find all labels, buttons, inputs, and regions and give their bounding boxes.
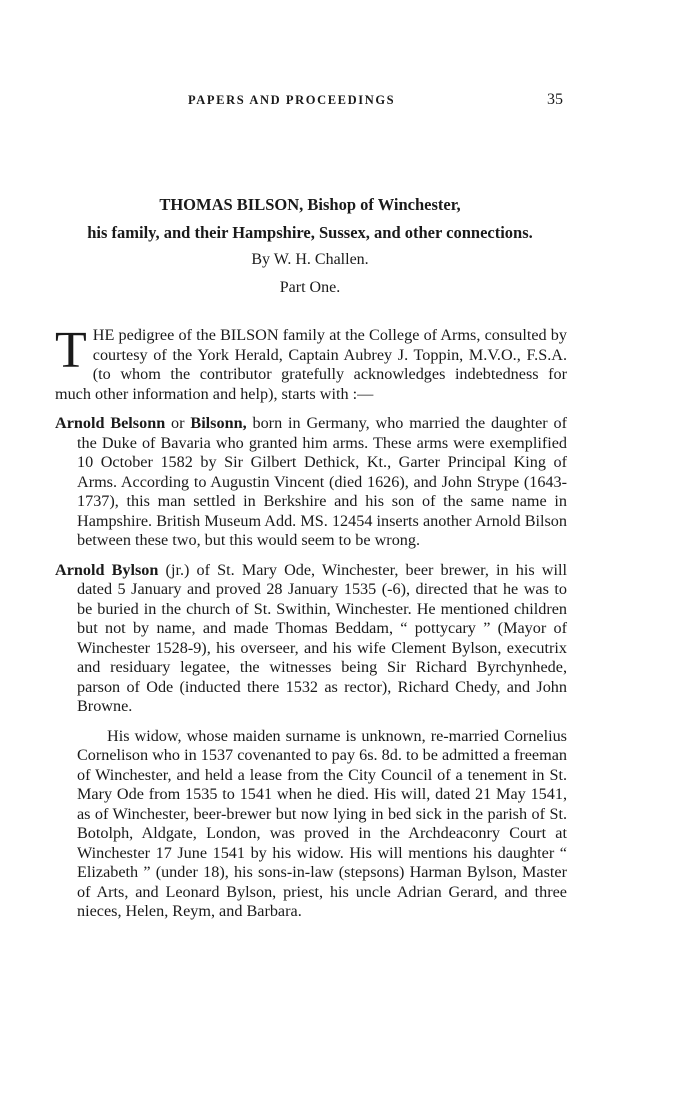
- entry-name: Arnold Belsonn: [55, 414, 166, 432]
- page-number: 35: [547, 91, 563, 108]
- author-byline: By W. H. Challen.: [251, 251, 369, 268]
- genealogy-entry: [55, 561, 567, 717]
- part-heading: Part One.: [279, 279, 341, 296]
- entry-connector: or: [165, 414, 191, 432]
- intro-paragraph: [55, 322, 567, 404]
- widow-paragraph: His widow, whose maiden surname is unknown, re-married Cornelius Cornelison who in 1537 covenanted to pay 6s. 8d. to be admitted a freeman of Winchester, and held a lease from the City Council of a tenement in St. Mary Ode from 1535 to 1541 when he died. His will, dated 21 May 1541, as of Winchester, beer-brewer but now lying in bed sick in the parish of St. Botolph, Aldgate, London, was proved in the Archdeaconry Court at Winchester 17 June 1541 by his widow. His will mentions his daughter “ Elizabeth ” (under 18), his sons-in-law (stepsons) Harman Bylson, Master of Arts, and Leonard Bylson, priest, his uncle Adrian Gerard, and three nieces, Helen, Reym, and Barbara.: [77, 726, 567, 920]
- entry-text: born in Germany, who married the daughter of the Duke of Bavaria who granted him arms. These arms were exemplified 10 October 1582 by Sir Gilbert Dethick, Kt., Garter Principal King of Arms. According to Augustin Vincent (died 1626), and John Strype (1643-1737), this man settled in Berkshire and his son of the same name in Hampshire. British Museum Add. MS. 12454 inserts another Arnold Bilson between these two, but this would seem to be wrong.: [77, 414, 568, 549]
- article-body: [55, 322, 568, 922]
- drop-cap: T: [55, 322, 87, 379]
- entry-name: Arnold Bylson: [55, 560, 159, 579]
- entry-text: (jr.) of St. Mary Ode, Winchester, beer brewer, in his will dated 5 January and proved 28 January 1535 (-6), directed that he was to be buried in the church of St. Swithin, Winchester. He mentioned children but not by name, and made Thomas Beddam, “ pottycary ” (Mayor of Winchester 1528-9), his overseer, and his wife Clement Bylson, executrix and residuary legatee, the witnesses being Sir Richard Byrchynhede, parson of Ode (inducted there 1532 as rector), Richard Chedy, and John Browne.: [77, 560, 567, 715]
- entry-alt-name: Bilsonn,: [190, 414, 247, 432]
- genealogy-entry: [55, 414, 567, 551]
- article-title-block: [55, 192, 565, 300]
- running-head: PAPERS AND PROCEEDINGS: [188, 93, 396, 107]
- page-header: [0, 93, 673, 113]
- article-title: THOMAS BILSON, Bishop of Winchester,: [159, 195, 461, 214]
- article-subtitle: his family, and their Hampshire, Sussex, and other connections.: [87, 223, 533, 242]
- intro-text: HE pedigree of the BILSON family at the College of Arms, consulted by courtesy of the York Herald, Captain Aubrey J. Toppin, M.V.O., F.S.A. (to whom the contributor gratefully acknowledges indebtedness for much other information and help), starts with :—: [55, 326, 567, 403]
